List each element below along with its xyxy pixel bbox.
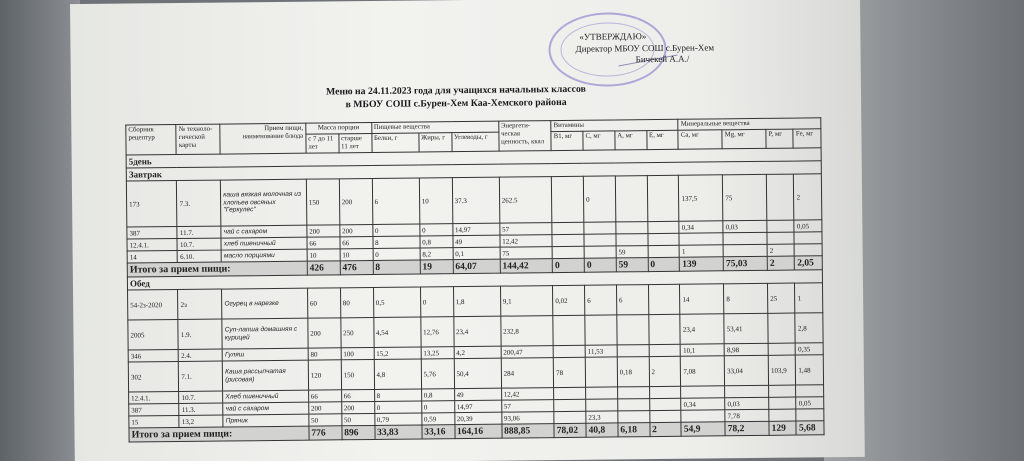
cell-protein: 8 [372, 236, 419, 248]
cell-energy: 12,42 [501, 388, 554, 401]
cell-carbs: 50,4 [454, 358, 501, 388]
title-line-2: в МБОУ СОШ с.Бурен-Хем Каа-Хемского района [345, 96, 567, 111]
total-p: 129 [769, 421, 797, 435]
cell-e [648, 245, 680, 257]
cell-tech-card: 11.3. [179, 403, 223, 415]
cell-fe: 1,48 [796, 355, 824, 385]
cell-tech-card: 6.10. [178, 250, 222, 262]
cell-dish: чай с сахаром [221, 225, 307, 238]
cell-ca [681, 410, 725, 422]
cell-collection: 54-2з-2020 [128, 290, 179, 321]
title-line-1: Меню на 24.11.2023 года для учащихся начальных классов [325, 83, 586, 98]
cell-protein: 0 [373, 248, 420, 260]
cell-mass-young: 50 [309, 414, 342, 426]
total-a: 6,18 [618, 423, 650, 437]
total-e: 0 [648, 257, 680, 271]
cell-a [616, 222, 648, 234]
cell-tech-card: 11.7. [177, 226, 221, 238]
cell-mass-young: 150 [306, 179, 339, 225]
cell-mass-young: 60 [307, 288, 340, 318]
cell-b1: 78 [553, 357, 585, 387]
header-mass-young: с 7 до 11 лет [306, 134, 339, 153]
total-fe: 2,05 [795, 256, 823, 270]
cell-energy: 93,06 [501, 412, 554, 425]
cell-p [769, 409, 797, 421]
cell-ca: 137,5 [679, 175, 723, 221]
cell-carbs: 20,39 [454, 412, 501, 424]
cell-fe [796, 409, 824, 421]
cell-tech-card: 2з [178, 289, 222, 319]
header-tech-card: № техноло-гической карты [176, 124, 220, 154]
cell-energy: 12,42 [500, 235, 553, 248]
cell-mg: 0,03 [723, 220, 767, 232]
cell-b1 [552, 222, 584, 234]
cell-fat: 0 [420, 287, 453, 317]
cell-p [769, 397, 797, 409]
cell-mg: 7,78 [725, 409, 769, 421]
cell-collection: 302 [128, 362, 179, 393]
cell-b1: 0,02 [553, 285, 585, 315]
cell-b1 [552, 246, 584, 258]
cell-mg [723, 232, 767, 244]
cell-e [649, 410, 681, 422]
header-dish: Прием пищи, наименование блюда [220, 123, 306, 154]
cell-fe: 0,05 [796, 397, 824, 409]
header-a: А, мг [615, 131, 647, 150]
cell-energy: 75 [500, 247, 553, 260]
cell-carbs: 0,1 [453, 247, 500, 259]
total-fe: 5,68 [796, 421, 824, 435]
cell-fe [795, 244, 823, 256]
cell-protein: 0,5 [373, 287, 420, 317]
cell-mass-young: 200 [308, 402, 341, 414]
cell-mg: 8,98 [724, 343, 768, 355]
cell-p [767, 220, 795, 232]
total-label: Итого за прием пищи: [127, 261, 307, 277]
cell-ca: 0,34 [681, 398, 725, 410]
total-label: Итого за прием пищи: [129, 426, 309, 442]
cell-p: 2 [767, 244, 795, 256]
cell-fe: 0,35 [796, 343, 824, 355]
approval-position: Директор МБОУ СОШ с.Бурен-Хем [575, 41, 715, 54]
cell-a [618, 411, 650, 423]
cell-e [647, 221, 679, 233]
cell-mg: 75 [723, 174, 767, 220]
cell-mg [725, 385, 769, 397]
approval-name: Бичекей А.А./ [635, 53, 690, 65]
cell-mass-old: 50 [341, 413, 374, 425]
lunch-label: Обед [127, 270, 822, 290]
cell-p [767, 232, 795, 244]
cell-e [649, 344, 681, 356]
cell-mass-old: 200 [341, 401, 374, 413]
background-left [0, 0, 80, 461]
cell-collection: 12.4.1. [129, 392, 180, 405]
header-mass: Масса порции [306, 122, 372, 134]
cell-collection: 387 [129, 404, 180, 417]
cell-a: 6 [616, 285, 648, 315]
cell-fe [794, 232, 822, 244]
cell-mass-young: 66 [307, 237, 340, 249]
cell-dish: Хлеб пшеничный [223, 390, 309, 403]
cell-mg: 0,03 [725, 397, 769, 409]
total-e: 2 [650, 422, 682, 436]
cell-mass-old: 66 [340, 236, 373, 248]
cell-mass-old: 250 [340, 317, 373, 347]
total-mg: 78,2 [725, 421, 769, 435]
cell-dish: чай с сахаром [223, 402, 309, 415]
cell-mass-young: 10 [307, 249, 340, 261]
cell-b1 [552, 234, 584, 246]
cell-dish: каша вязкая молочная из хлопьев овсяных "Геркулес" [221, 179, 307, 226]
cell-mass-old: 80 [340, 287, 373, 317]
approval-heading: «УТВЕРЖДАЮ» [579, 31, 647, 42]
cell-protein: 4,54 [373, 317, 420, 347]
cell-ca: 14 [680, 284, 724, 314]
cell-e [648, 314, 680, 344]
cell-mass-old: 66 [341, 389, 374, 401]
total-p: 2 [767, 256, 795, 270]
cell-carbs: 14,97 [454, 400, 501, 412]
total-carbs: 164,16 [454, 424, 501, 438]
cell-fat: 13,25 [421, 347, 454, 359]
cell-fat: 8,2 [420, 248, 453, 260]
cell-mass-young: 66 [308, 390, 341, 402]
cell-tech-card: 2.4. [179, 349, 223, 361]
cell-p: 25 [768, 283, 796, 313]
cell-mass-young: 200 [307, 225, 340, 237]
total-mass-young: 426 [307, 261, 340, 275]
header-fat: Жиры, г [419, 133, 452, 152]
cell-tech-card: 7.1. [179, 361, 223, 391]
cell-collection: 173 [126, 181, 177, 228]
cell-ca: 23,4 [680, 314, 724, 344]
cell-energy: 9,1 [500, 286, 553, 317]
cell-c: 6 [585, 285, 617, 315]
cell-c [586, 399, 618, 411]
cell-carbs: 49 [452, 235, 499, 247]
cell-p [769, 385, 797, 397]
cell-protein: 0 [374, 401, 421, 413]
cell-c: 11,53 [585, 345, 617, 357]
cell-e [649, 398, 681, 410]
cell-dish: Суп-лапша домашняя с курицей [222, 318, 308, 349]
cell-dish: Гуляш [222, 348, 308, 361]
total-energy: 888,85 [502, 424, 555, 439]
header-protein: Белки, г [371, 133, 418, 152]
cell-collection: 2005 [128, 320, 179, 351]
cell-dish: хлеб пшеничный [221, 237, 307, 250]
cell-ca: 1 [679, 245, 723, 257]
cell-collection: 387 [127, 227, 178, 240]
cell-ca: 7,08 [681, 356, 725, 386]
cell-mass-old: 200 [339, 178, 372, 224]
cell-fe: 0,05 [794, 220, 822, 232]
total-c: 0 [584, 258, 616, 272]
cell-carbs: 23,4 [453, 316, 500, 346]
cell-mass-young: 200 [308, 318, 341, 348]
cell-protein: 4,8 [374, 359, 421, 389]
cell-p [768, 343, 796, 355]
cell-b1 [553, 315, 585, 345]
cell-carbs: 4,2 [454, 346, 501, 358]
total-protein: 8 [373, 260, 420, 274]
header-energy: Энергети-ческая ценность, ккал [498, 121, 551, 152]
cell-e [648, 233, 680, 245]
cell-fe [796, 385, 824, 397]
header-collection: Сборник рецептур [126, 125, 177, 156]
total-mg: 75,03 [723, 256, 767, 270]
cell-energy: 200,47 [501, 346, 554, 359]
cell-fat: 12,76 [420, 317, 453, 347]
cell-protein: 0,79 [374, 413, 421, 425]
total-mass-old: 476 [340, 260, 373, 274]
cell-p [768, 313, 796, 343]
cell-tech-card: 1.9. [178, 319, 222, 349]
cell-ca [681, 386, 725, 398]
cell-dish: Пряник [223, 414, 309, 427]
cell-energy: 284 [501, 358, 554, 389]
cell-dish: Каша рассыпчатая (рисовая) [223, 360, 309, 391]
total-energy: 144,42 [500, 259, 553, 274]
total-b1: 78,02 [554, 423, 586, 437]
cell-mass-old: 150 [341, 359, 374, 389]
cell-a [617, 345, 649, 357]
cell-collection: 15 [129, 416, 180, 429]
cell-mg: 33,04 [724, 355, 768, 385]
total-mass-old: 896 [342, 425, 375, 439]
cell-p [766, 174, 794, 220]
cell-dish: Огурец в нарезке [222, 288, 308, 319]
total-protein: 33,83 [374, 425, 421, 439]
cell-b1 [552, 176, 584, 222]
cell-fat: 10 [419, 178, 452, 224]
header-minerals: Минеральные вещества [678, 118, 821, 130]
cell-a [617, 315, 649, 345]
breakfast-label: Завтрак [126, 161, 821, 181]
cell-tech-card: 7.3. [177, 180, 221, 226]
header-p: P, мг [766, 129, 794, 148]
cell-e: 2 [649, 356, 681, 386]
cell-protein: 8 [374, 389, 421, 401]
cell-fat: 0 [419, 224, 452, 236]
cell-a: 0,18 [617, 357, 649, 387]
cell-mass-old: 10 [340, 248, 373, 260]
cell-mass-young: 80 [308, 348, 341, 360]
cell-mass-old: 100 [341, 347, 374, 359]
cell-c [585, 315, 617, 345]
header-vitamins: Витамины [551, 119, 678, 131]
cell-tech-card: 10.7. [177, 238, 221, 250]
cell-tech-card: 13,2 [179, 415, 223, 427]
header-carbs: Углеводы, г [451, 132, 498, 151]
header-mg: Mg, мг [722, 129, 766, 148]
cell-c: 23,3 [586, 411, 618, 423]
cell-fat: 0,8 [420, 236, 453, 248]
cell-fe: 1 [795, 283, 823, 313]
menu-table [125, 117, 824, 442]
cell-ca: 10,1 [681, 344, 725, 356]
cell-energy: 57 [501, 400, 554, 413]
cell-c [585, 357, 617, 387]
total-carbs: 64,07 [453, 259, 500, 273]
total-fat: 19 [420, 260, 453, 274]
cell-mg: 53,41 [724, 313, 768, 343]
cell-energy: 232,8 [500, 316, 553, 347]
total-fat: 33,16 [422, 425, 455, 439]
cell-collection: 14 [127, 251, 178, 264]
cell-protein: 0 [372, 224, 419, 236]
total-ca: 54,9 [681, 422, 725, 436]
cell-a [616, 234, 648, 246]
total-c: 40,8 [586, 423, 618, 437]
cell-carbs: 49 [454, 388, 501, 400]
cell-c [584, 222, 616, 234]
cell-c: 0 [583, 176, 615, 222]
cell-protein: 15,2 [374, 347, 421, 359]
total-ca: 139 [680, 257, 724, 271]
cell-fe: 2,8 [795, 313, 823, 343]
header-c: С, мг [583, 131, 615, 150]
cell-fat: 0 [421, 401, 454, 413]
cell-energy: 57 [499, 223, 552, 236]
cell-a [615, 176, 647, 222]
cell-dish: масло порциями [221, 249, 307, 262]
cell-energy: 262.5 [499, 177, 552, 224]
cell-carbs: 1,8 [453, 286, 500, 316]
cell-b1 [553, 345, 585, 357]
cell-fe: 2 [794, 174, 822, 220]
cell-p: 103,9 [768, 355, 796, 385]
cell-c [584, 246, 616, 258]
cell-e [647, 175, 679, 221]
total-mass-young: 776 [309, 426, 342, 440]
cell-fat: 5,76 [421, 359, 454, 389]
header-mass-old: старше 11 лет [339, 133, 372, 152]
total-a: 59 [616, 258, 648, 272]
menu-document [70, 0, 865, 461]
cell-fat: 0,59 [421, 413, 454, 425]
day-label: 5день [126, 148, 821, 168]
cell-collection: 12.4.1. [127, 239, 178, 252]
header-nutrients: Пищевые вещества [371, 121, 498, 133]
cell-carbs: 14,97 [452, 223, 499, 235]
document-title [241, 82, 671, 113]
cell-a [617, 387, 649, 399]
cell-fat: 0,8 [421, 389, 454, 401]
cell-b1 [554, 411, 586, 423]
cell-b1 [554, 387, 586, 399]
table-row [126, 174, 821, 227]
header-fe: Fe, мг [793, 129, 821, 148]
header-b1: В1, мг [551, 131, 583, 150]
cell-b1 [554, 399, 586, 411]
cell-mg: 8 [724, 283, 768, 313]
header-ca: Ca, мг [678, 130, 722, 149]
cell-a [617, 399, 649, 411]
cell-mass-young: 120 [308, 360, 341, 390]
header-e: Е, мг [646, 130, 678, 149]
cell-c [586, 387, 618, 399]
cell-c [584, 234, 616, 246]
cell-ca: 0,34 [679, 221, 723, 233]
cell-tech-card: 10.7. [179, 391, 223, 403]
cell-e [649, 386, 681, 398]
cell-ca [679, 233, 723, 245]
approval-block [575, 30, 775, 67]
cell-mass-old: 200 [339, 224, 372, 236]
cell-a: 59 [616, 246, 648, 258]
cell-collection: 346 [128, 350, 179, 363]
cell-e [648, 284, 680, 314]
total-b1: 0 [552, 258, 584, 272]
cell-carbs: 37.3 [452, 177, 500, 223]
cell-mg [723, 244, 767, 256]
cell-protein: 6 [372, 178, 420, 224]
